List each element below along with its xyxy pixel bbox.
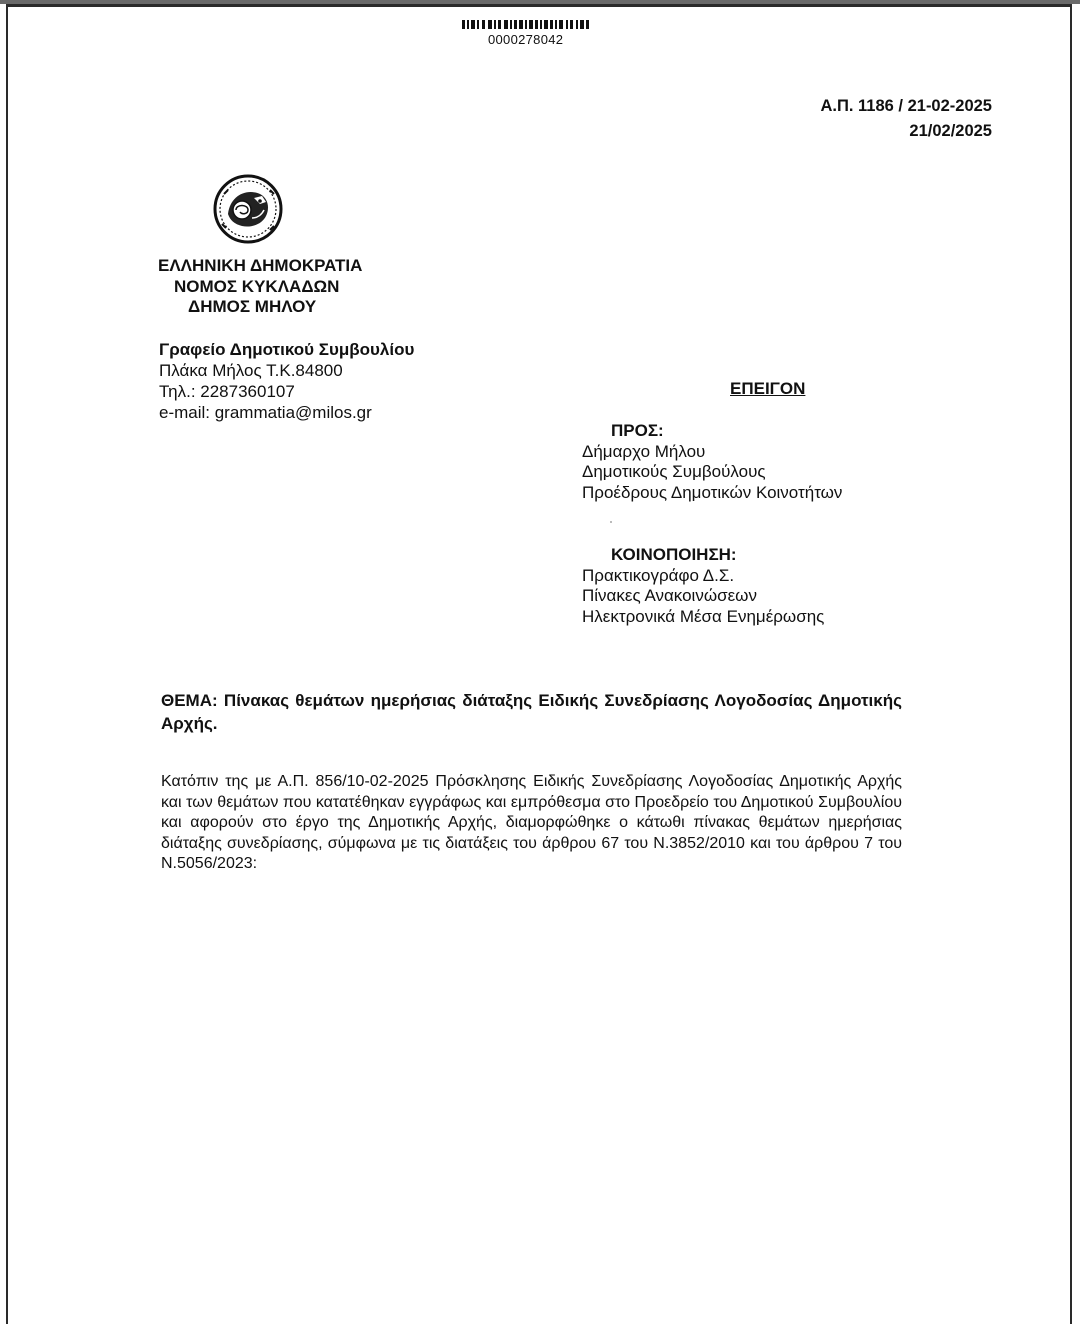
recipient-item: Δημοτικούς Συμβούλους — [582, 462, 766, 481]
scan-speck — [610, 521, 612, 523]
document-page — [6, 4, 1072, 1324]
cc-item: Πίνακες Ανακοινώσεων — [582, 586, 757, 605]
cc-item: Πρακτικογράφο Δ.Σ. — [582, 565, 735, 585]
municipal-seal-icon — [212, 174, 284, 244]
body-paragraph: Κατόπιν της με Α.Π. 856/10-02-2025 Πρόσκλησης Ειδικής Συνεδρίασης Λογοδοσίας Δημοτικής Αρχής και των θεμάτων που κατατέθηκαν εγγράφως και εμπρόθεσμα στο Προεδρείο του Δημοτικού Συμβουλίου και αφορούν στο έργο της Δημοτικής Αρχής, διαμορφώθηκε ο κάτωθι πίνακας θεμάτων ημερήσιας διάταξης συνεδρίασης, σύμφωνα με τις διατάξεις του άρθρου 67 του Ν.3852/2010 και του άρθρου 7 του Ν.5056/2023: — [161, 773, 902, 872]
barcode — [462, 20, 592, 30]
protocol-number: Α.Π. 1186 / 21-02-2025 — [820, 97, 992, 115]
office-title: Γραφείο Δημοτικού Συμβουλίου — [159, 340, 415, 359]
recipient-item: Δήμαρχο Μήλου — [582, 441, 706, 461]
authority-line-prefecture: ΝΟΜΟΣ ΚΥΚΛΑΔΩΝ — [174, 276, 340, 296]
protocol-date: 21/02/2025 — [909, 122, 992, 140]
issuing-authority — [158, 256, 362, 318]
subject-line: ΘΕΜΑ: Πίνακας θεμάτων ημερήσιας διάταξης Ειδικής Συνεδρίασης Λογοδοσίας Δημοτικής Αρχής. — [161, 691, 902, 733]
protocol-block — [820, 94, 992, 144]
office-phone: Τηλ.: 2287360107 — [159, 382, 295, 401]
office-email: e-mail: grammatia@milos.gr — [159, 403, 372, 422]
cc-heading: ΚΟΙΝΟΠΟΙΗΣΗ: — [611, 545, 737, 564]
barcode-number: 0000278042 — [488, 32, 564, 47]
recipients-block — [582, 421, 842, 503]
office-block — [159, 339, 414, 423]
cc-block — [582, 545, 824, 627]
urgent-label: ΕΠΕΙΓΟΝ — [730, 379, 806, 398]
authority-line-municipality: ΔΗΜΟΣ ΜΗΛΟΥ — [188, 297, 317, 316]
recipient-item: Προέδρους Δημοτικών Κοινοτήτων — [582, 482, 843, 502]
office-address: Πλάκα Μήλος Τ.Κ.84800 — [159, 361, 343, 380]
recipients-heading: ΠΡΟΣ: — [611, 421, 664, 440]
authority-line-republic: ΕΛΛΗΝΙΚΗ ΔΗΜΟΚΡΑΤΙΑ — [158, 256, 363, 275]
cc-item: Ηλεκτρονικά Μέσα Ενημέρωσης — [582, 606, 825, 626]
